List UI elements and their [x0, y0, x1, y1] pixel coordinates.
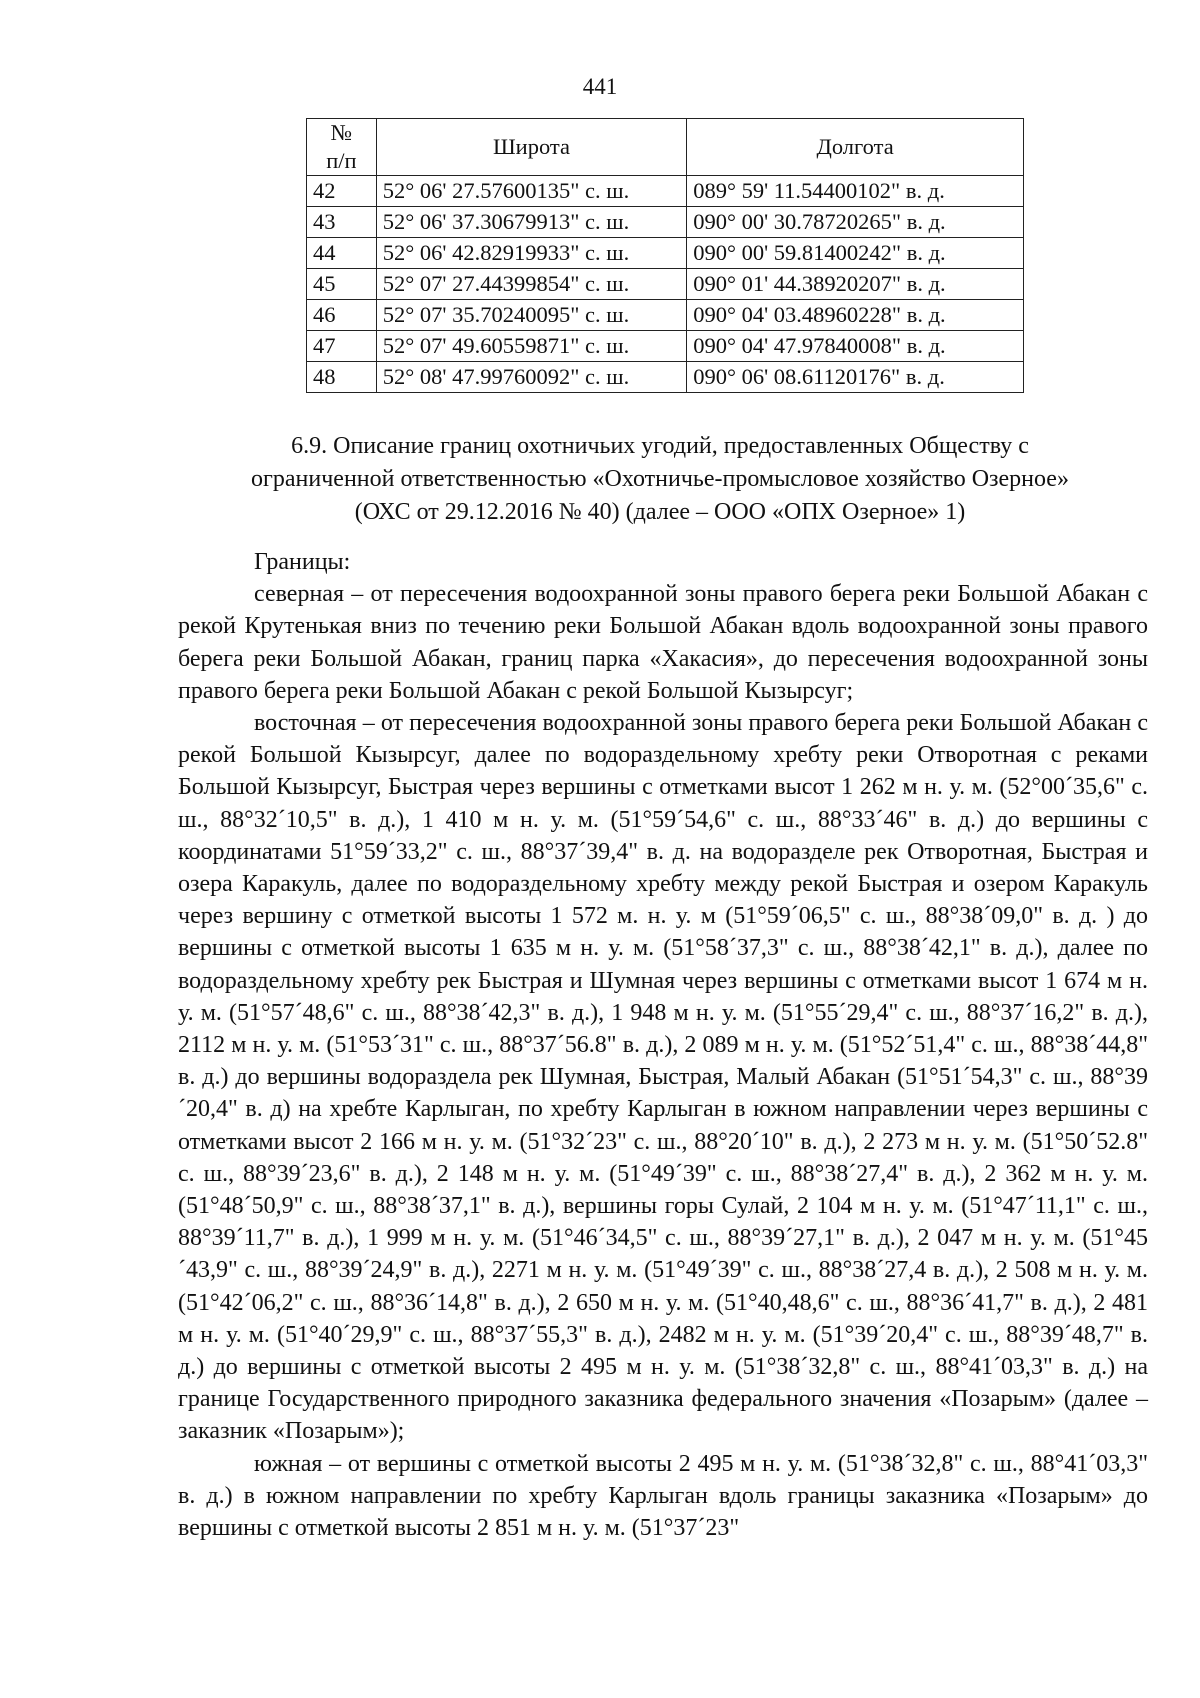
row-number: 48 [307, 362, 377, 393]
row-number: 47 [307, 331, 377, 362]
section-title-line: ограниченной ответственностью «Охотничье-промысловое хозяйство Озерное» [251, 466, 1069, 492]
paragraph-south: южная – от вершины с отметкой высоты 2 495 м н. у. м. (51°38´32,8" с. ш., 88°41´03,3" в. д.) в южном направлении по хребту Карлыган вдоль границы заказника «Позарым» до вершины с отметкой высоты 2 851 м н. у. м. (51°37´23" [178, 1450, 1148, 1542]
row-latitude: 52° 08' 47.99760092" с. ш. [376, 362, 686, 393]
row-longitude: 090° 06' 08.61120176" в. д. [687, 362, 1024, 393]
header-latitude: Широта [376, 119, 686, 176]
section-title-line: (ОХС от 29.12.2016 № 40) (далее – ООО «ОПХ Озерное» 1) [354, 499, 966, 525]
table-row [307, 331, 1024, 362]
row-latitude: 52° 07' 49.60559871" с. ш. [376, 331, 686, 362]
page-number: 441 [582, 74, 618, 99]
table-row [307, 207, 1024, 238]
coordinates-table [306, 118, 1024, 393]
table-row [307, 269, 1024, 300]
table-row [307, 238, 1024, 269]
header-number [307, 119, 377, 176]
borders-label: Границы: [254, 549, 351, 575]
row-longitude: 090° 04' 03.48960228" в. д. [687, 300, 1024, 331]
paragraph-east: восточная – от пересечения водоохранной зоны правого берега реки Большой Абакан с рекой Большой Кызырсуг, далее по водораздельному хребту реки Отворотная с реками Большой Кызырсуг, Быстрая через вершины с отметками высот 1 262 м н. у. м. (52°00´35,6" с. ш., 88°32´10,5" в. д.), 1 410 м н. у. м. (51°59´54,6" с. ш., 88°33´46" в. д.) до вершины с координатами 51°59´33,2" с. ш., 88°37´39,4" в. д. на водоразделе рек Отворотная, Быстрая и озера Каракуль, далее по водораздельному хребту между рекой Быстрая и озером Каракуль через вершину с отметкой высоты 1 572 м. н. у. м (51°59´06,5" с. ш., 88°38´09,0" в. д. ) до вершины с отметкой высоты 1 635 м н. у. м. (51°58´37,3" с. ш., 88°38´42,1" в. д.), далее по водораздельному хребту рек Быстрая и Шумная через вершины с отметками высот 1 674 м н. у. м. (51°57´48,6" с. ш., 88°38´42,3" в. д.), 1 948 м н. у. м. (51°55´29,4" с. ш., 88°37´16,2" в. д.), 2112 м н. у. м. (51°53´31" с. ш., 88°37´56.8" в. д.), 2 089 м н. у. м. (51°52´51,4" с. ш., 88°38´44,8" в. д.) до вершины водораздела рек Шумная, Быстрая, Малый Абакан (51°51´54,3" с. ш., 88°39´20,4" в. д) на хребте Карлыган, по хребту Карлыган в южном направлении через вершины с отметками высот 2 166 м н. у. м. (51°32´23" с. ш., 88°20´10" в. д.), 2 273 м н. у. м. (51°50´52.8" с. ш., 88°39´23,6" в. д.), 2 148 м н. у. м. (51°49´39" с. ш., 88°38´27,4" в. д.), 2 362 м н. у. м. (51°48´50,9" с. ш., 88°38´37,1" в. д.), вершины горы Сулай, 2 104 м н. у. м. (51°47´11,1" с. ш., 88°39´11,7" в. д.), 1 999 м н. у. м. (51°46´34,5" с. ш., 88°39´27,1" в. д.), 2 047 м н. у. м. (51°45´43,9" с. ш., 88°39´24,9" в. д.), 2271 м н. у. м. (51°49´39" с. ш., 88°38´27,4 в. д.), 2 508 м н. у. м. (51°42´06,2" с. ш., 88°36´14,8" в. д.), 2 650 м н. у. м. (51°40,48,6" с. ш., 88°36´41,7" в. д.), 2 481 м н. у. м. (51°40´29,9" с. ш., 88°37´55,3" в. д.), 2482 м н. у. м. (51°39´20,4" с. ш., 88°39´48,7" в. д.) до вершины с отметкой высоты 2 495 м н. у. м. (51°38´32,8" с. ш., 88°41´03,3" в. д.) на границе Государственного природного заказника федерального значения «Позарым» (далее – заказник «Позарым»); [178, 710, 1148, 1445]
row-longitude: 090° 00' 59.81400242" в. д. [687, 238, 1024, 269]
section-title [170, 430, 1150, 529]
row-longitude: 090° 01' 44.38920207" в. д. [687, 269, 1024, 300]
table-row [307, 300, 1024, 331]
row-number: 43 [307, 207, 377, 238]
row-latitude: 52° 06' 27.57600135" с. ш. [376, 176, 686, 207]
row-latitude: 52° 07' 27.44399854" с. ш. [376, 269, 686, 300]
row-number: 42 [307, 176, 377, 207]
row-latitude: 52° 06' 42.82919933" с. ш. [376, 238, 686, 269]
paragraph-north: северная – от пересечения водоохранной зоны правого берега реки Большой Абакан с рекой Крутенькая вниз по течению реки Большой Абакан вдоль водоохранной зоны правого берега реки Большой Абакан, границ парка «Хакасия», до пересечения водоохранной зоны правого берега реки Большой Абакан с рекой Большой Кызырсуг; [178, 581, 1148, 704]
table-row [307, 176, 1024, 207]
header-number-line-2: п/п [326, 148, 357, 173]
row-number: 46 [307, 300, 377, 331]
section-title-line: 6.9. Описание границ охотничьих угодий, предоставленных Обществу с [291, 433, 1029, 459]
header-number-line-1: № [330, 120, 353, 145]
row-longitude: 089° 59' 11.54400102" в. д. [687, 176, 1024, 207]
row-latitude: 52° 06' 37.30679913" с. ш. [376, 207, 686, 238]
row-number: 44 [307, 238, 377, 269]
header-longitude: Долгота [687, 119, 1024, 176]
row-longitude: 090° 00' 30.78720265" в. д. [687, 207, 1024, 238]
row-latitude: 52° 07' 35.70240095" с. ш. [376, 300, 686, 331]
table-row [307, 362, 1024, 393]
table-header-row [307, 119, 1024, 176]
row-number: 45 [307, 269, 377, 300]
row-longitude: 090° 04' 47.97840008" в. д. [687, 331, 1024, 362]
borders-description [178, 546, 1148, 1544]
